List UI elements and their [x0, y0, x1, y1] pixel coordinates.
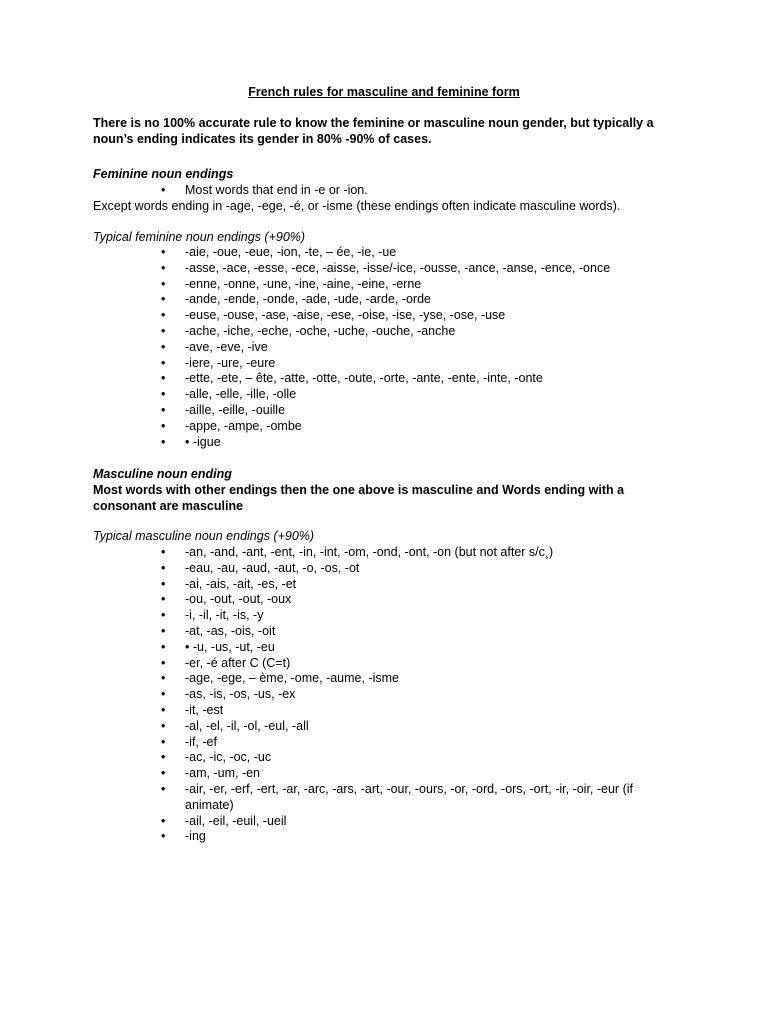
ending-list-item: • -aie, -oue, -eue, -ion, -te, – ée, -ie, -ue	[161, 245, 610, 261]
masculine-typical-heading: Typical masculine noun endings (+90%)	[93, 529, 315, 543]
feminine-typical-heading: Typical feminine noun endings (+90%)	[93, 230, 306, 244]
ending-list-item: • -ache, -iche, -eche, -oche, -uche, -ouche, -anche	[161, 324, 610, 340]
masculine-endings-list	[161, 545, 655, 845]
feminine-exception: Except words ending in -age, -ege, -é, or -isme (these endings often indicate masculine words).	[93, 199, 621, 213]
ending-list-item: • -ing	[161, 829, 655, 845]
ending-list-item: • -an, -and, -ant, -ent, -in, -int, -om, -ond, -ont, -on (but not after s/c¸)	[161, 545, 655, 561]
ending-list-item: • -i, -il, -it, -is, -y	[161, 608, 655, 624]
ending-list-item: • -aille, -eille, -ouille	[161, 403, 610, 419]
ending-list-item: • • -u, -us, -ut, -eu	[161, 640, 655, 656]
ending-list-item: • -ac, -ic, -oc, -uc	[161, 750, 655, 766]
ending-list-item: • -age, -ege, – ème, -ome, -aume, -isme	[161, 671, 655, 687]
ending-list-item: • -if, -ef	[161, 735, 655, 751]
ending-list-item: • -er, -é after C (C=t)	[161, 656, 655, 672]
ending-list-item: • -at, -as, -ois, -oit	[161, 624, 655, 640]
ending-list-item: • -am, -um, -en	[161, 766, 655, 782]
ending-list-item: • -iere, -ure, -eure	[161, 356, 610, 372]
ending-list-item: • -it, -est	[161, 703, 655, 719]
ending-list-item: • -ou, -out, -out, -oux	[161, 592, 655, 608]
feminine-rule-text: Most words that end in -e or -ion.	[185, 183, 368, 197]
ending-list-item: • -ette, -ete, – ête, -atte, -otte, -oute, -orte, -ante, -ente, -inte, -onte	[161, 371, 610, 387]
ending-list-item: • • -igue	[161, 435, 610, 451]
bullet-icon: •	[161, 183, 166, 197]
ending-list-item: • -ail, -eil, -euil, -ueil	[161, 814, 655, 830]
ending-list-item: • -ande, -ende, -onde, -ade, -ude, -arde, -orde	[161, 292, 610, 308]
document-title: French rules for masculine and feminine form	[248, 85, 520, 99]
masculine-heading: Masculine noun ending	[93, 467, 232, 481]
ending-list-item: • -air, -er, -erf, -ert, -ar, -arc, -ars, -art, -our, -ours, -or, -ord, -ors, -ort, -ir, -oir, -eur (if animate)	[161, 782, 655, 814]
ending-list-item: • -al, -el, -il, -ol, -eul, -all	[161, 719, 655, 735]
ending-list-item: • -ave, -eve, -ive	[161, 340, 610, 356]
ending-list-item: • -asse, -ace, -esse, -ece, -aisse, -isse/-ice, -ousse, -ance, -anse, -ence, -once	[161, 261, 610, 277]
ending-list-item: • -appe, -ampe, -ombe	[161, 419, 610, 435]
ending-list-item: • -as, -is, -os, -us, -ex	[161, 687, 655, 703]
intro-paragraph: There is no 100% accurate rule to know the feminine or masculine noun gender, but typically a noun’s ending indicates its gender in 80% -90% of cases.	[93, 116, 654, 146]
ending-list-item: • -ai, -ais, -ait, -es, -et	[161, 577, 655, 593]
ending-list-item: • -eau, -au, -aud, -aut, -o, -os, -ot	[161, 561, 655, 577]
ending-list-item: • -enne, -onne, -une, -ine, -aine, -eine, -erne	[161, 277, 610, 293]
feminine-endings-list	[161, 245, 610, 450]
ending-list-item: • -euse, -ouse, -ase, -aise, -ese, -oise, -ise, -yse, -ose, -use	[161, 308, 610, 324]
feminine-heading: Feminine noun endings	[93, 167, 234, 181]
masculine-description: Most words with other endings then the one above is masculine and Words ending with a consonant are masculine	[93, 483, 625, 513]
ending-list-item: • -alle, -elle, -ille, -olle	[161, 387, 610, 403]
